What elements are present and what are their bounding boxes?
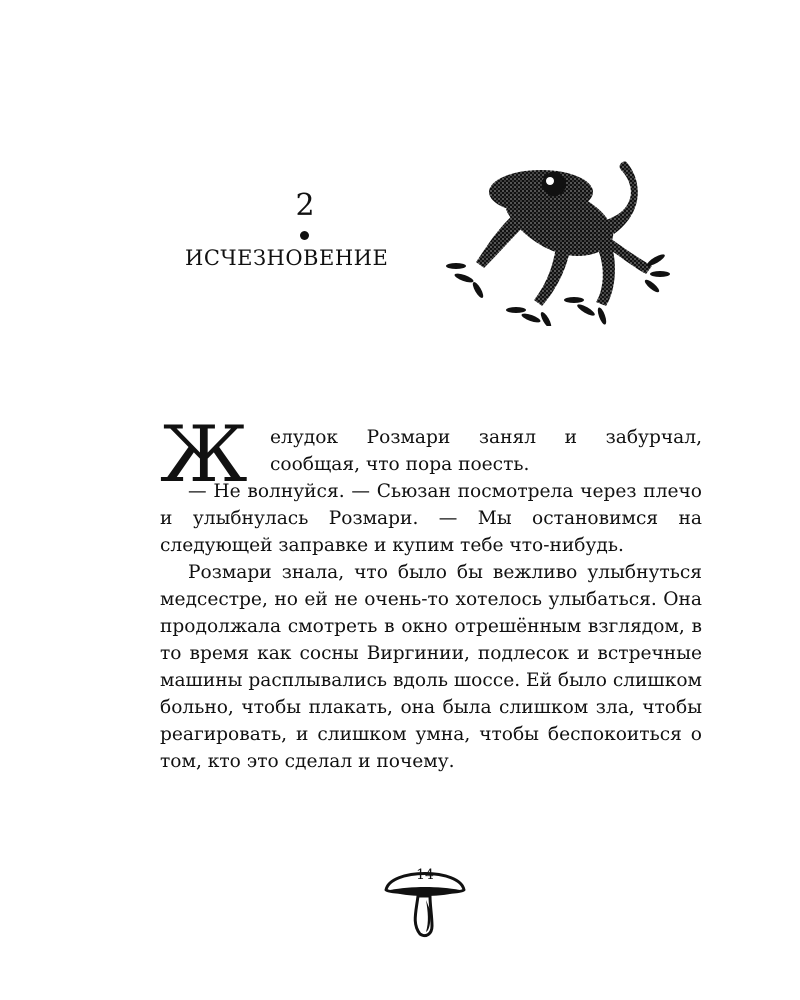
paragraph-1	[160, 410, 702, 500]
body-text	[160, 410, 702, 775]
paragraph-3: Розмари знала, что было бы вежливо улыбнуться медсестре, но ей не очень-то хотелось улыбаться. Она продолжала смотреть в окно отрешённым взглядом, в то время как сосны Виргинии, подлесок и встречные машины расплывались вдоль шоссе. Ей было слишком больно, чтобы плакать, она была слишком зла, чтобы реагировать, и слишком умна, чтобы беспокоиться о том, кто это сделал и почему.	[160, 562, 702, 772]
gecko-icon	[446, 150, 670, 326]
paragraph-1-line-1: елудок Розмари занял и забурчал,	[270, 427, 702, 448]
drop-cap: Ж	[160, 410, 248, 500]
page-number: 14	[416, 867, 434, 883]
chapter-number: 2	[295, 188, 315, 223]
paragraph-2: — Не волнуйся. — Сьюзан посмотрела через плечо и улыбнулась Розмари. — Мы остановимся на следующей заправке и купим тебе что-нибудь.	[160, 481, 702, 556]
chapter-dot	[300, 231, 309, 240]
paragraph-1-line-2: сообщая, что пора поесть.	[270, 454, 530, 475]
chapter-title: ИСЧЕЗНОВЕНИЕ	[185, 246, 389, 270]
